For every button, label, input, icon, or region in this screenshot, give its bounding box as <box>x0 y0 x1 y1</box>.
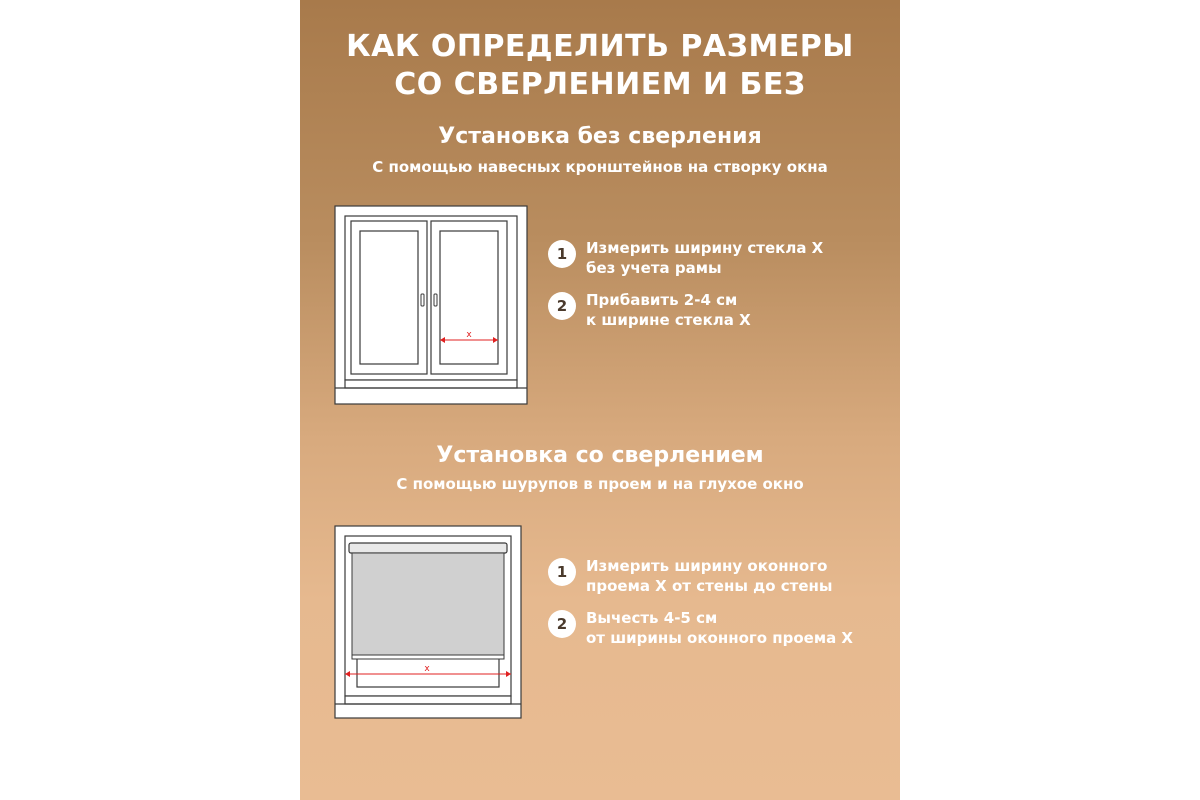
step-line-2: проема X от стены до стены <box>586 577 833 595</box>
step-line-2: к ширине стекла X <box>586 311 751 329</box>
step-number-badge: 1 <box>548 558 576 586</box>
step-line-1: Вычесть 4-5 см <box>586 609 718 627</box>
step-line-1: Измерить ширину стекла X <box>586 239 824 257</box>
step-line-2: от ширины оконного проема X <box>586 629 853 647</box>
roller-blind-window-icon <box>333 524 523 720</box>
step-text <box>586 608 886 648</box>
infographic-card <box>300 0 900 800</box>
step-line-1: Прибавить 2-4 см <box>586 291 738 309</box>
step-text <box>586 238 886 278</box>
step-line-1: Измерить ширину оконного <box>586 557 828 575</box>
section-1-heading: Установка без сверления <box>438 124 762 149</box>
step-line-2: без учета рамы <box>586 259 722 277</box>
title-line-2: СО СВЕРЛЕНИЕМ И БЕЗ <box>394 67 806 102</box>
section-2-subheading: С помощью шурупов в проем и на глухое окно <box>396 475 804 493</box>
step-number-badge: 1 <box>548 240 576 268</box>
measure-label: x <box>466 330 472 340</box>
section-1-subheading: С помощью навесных кронштейнов на створку окна <box>372 158 828 176</box>
step-text <box>586 556 886 596</box>
page-title <box>300 28 900 104</box>
title-line-1: КАК ОПРЕДЕЛИТЬ РАЗМЕРЫ <box>346 29 854 64</box>
section-2-heading: Установка со сверлением <box>436 443 764 468</box>
step-text <box>586 290 886 330</box>
measure-label: x <box>424 664 430 674</box>
step-number-badge: 2 <box>548 610 576 638</box>
casement-window-icon <box>333 204 529 406</box>
step-number-badge: 2 <box>548 292 576 320</box>
